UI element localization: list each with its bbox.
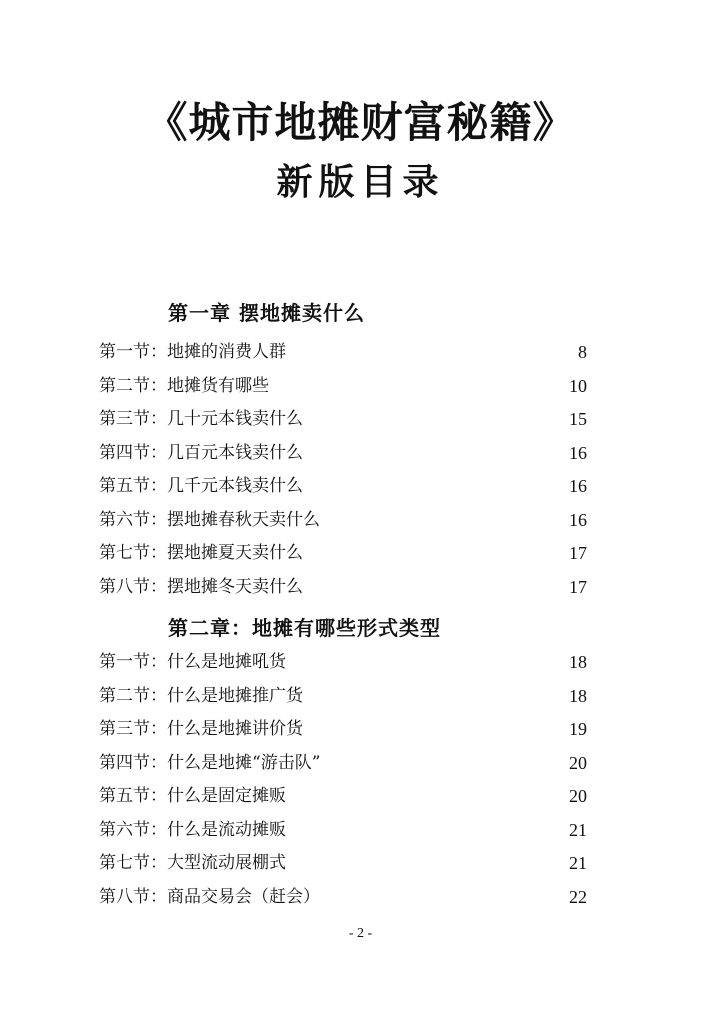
- toc-section-list: [99, 338, 587, 606]
- toc-entry[interactable]: [99, 573, 587, 607]
- toc-entry-page: 18: [569, 685, 587, 706]
- toc-entry-page: 20: [569, 752, 587, 773]
- toc-entry-page: 21: [569, 819, 587, 840]
- toc-entry-label: 第七节：摆地摊夏天卖什么: [99, 543, 303, 563]
- toc-entry-page: 22: [569, 886, 587, 907]
- toc-entry[interactable]: [99, 715, 587, 749]
- toc-entry-label: 第二节：地摊货有哪些: [99, 375, 269, 396]
- toc-entry-page: 16: [569, 442, 587, 463]
- toc-entry-page: 16: [569, 509, 587, 530]
- toc-entry[interactable]: [99, 849, 587, 883]
- toc-entry-page: 21: [569, 853, 587, 873]
- toc-entry-page: 19: [569, 719, 587, 739]
- toc-entry[interactable]: [99, 506, 587, 540]
- toc-entry-page: 18: [569, 652, 587, 672]
- toc-entry[interactable]: [99, 749, 587, 783]
- toc-entry[interactable]: [99, 816, 587, 850]
- toc-section-list: [99, 648, 587, 916]
- toc-entry-label: 第二节：什么是地摊推广货: [99, 685, 303, 706]
- toc-entry[interactable]: [99, 682, 587, 716]
- toc-entry[interactable]: [99, 439, 587, 473]
- toc-entry[interactable]: [99, 338, 587, 372]
- toc-entry-page: 10: [569, 375, 587, 396]
- toc-entry-page: 16: [569, 476, 587, 496]
- toc-entry-label: 第三节：几十元本钱卖什么: [99, 409, 303, 429]
- toc-entry-label: 第四节：什么是地摊“游击队”: [99, 752, 321, 773]
- toc-entry-label: 第五节：几千元本钱卖什么: [99, 476, 303, 496]
- toc-entry[interactable]: [99, 372, 587, 406]
- toc-entry-label: 第五节：什么是固定摊贩: [99, 786, 286, 806]
- toc-entry-page: 20: [569, 786, 587, 806]
- document-title: 《城市地摊财富秘籍》: [145, 98, 576, 147]
- toc-entry-label: 第三节：什么是地摊讲价货: [99, 719, 303, 739]
- toc-entry-page: 17: [569, 543, 587, 563]
- toc-entry-label: 第七节：大型流动展棚式: [99, 853, 286, 873]
- page-number: - 2 -: [348, 926, 373, 941]
- document-subtitle: 新版目录: [276, 161, 445, 203]
- chapter-heading: 第二章：地摊有哪些形式类型: [168, 616, 441, 640]
- toc-entry-label: 第六节：摆地摊春秋天卖什么: [99, 509, 320, 530]
- toc-entry-page: 17: [569, 576, 587, 597]
- toc-entry-label: 第六节：什么是流动摊贩: [99, 819, 286, 840]
- toc-entry-label: 第八节：摆地摊冬天卖什么: [99, 576, 303, 597]
- toc-entry-page: 8: [578, 342, 587, 362]
- toc-entry-label: 第四节：几百元本钱卖什么: [99, 442, 303, 463]
- toc-entry[interactable]: [99, 539, 587, 573]
- toc-entry-label: 第一节：地摊的消费人群: [99, 342, 286, 362]
- toc-entry[interactable]: [99, 405, 587, 439]
- toc-entry-label: 第一节：什么是地摊吼货: [99, 652, 286, 672]
- chapter-heading: 第一章 摆地摊卖什么: [168, 301, 365, 325]
- toc-entry-label: 第八节：商品交易会（赶会）: [99, 886, 320, 907]
- toc-entry-page: 15: [569, 409, 587, 429]
- toc-entry[interactable]: [99, 782, 587, 816]
- toc-entry[interactable]: [99, 883, 587, 917]
- toc-entry[interactable]: [99, 472, 587, 506]
- toc-entry[interactable]: [99, 648, 587, 682]
